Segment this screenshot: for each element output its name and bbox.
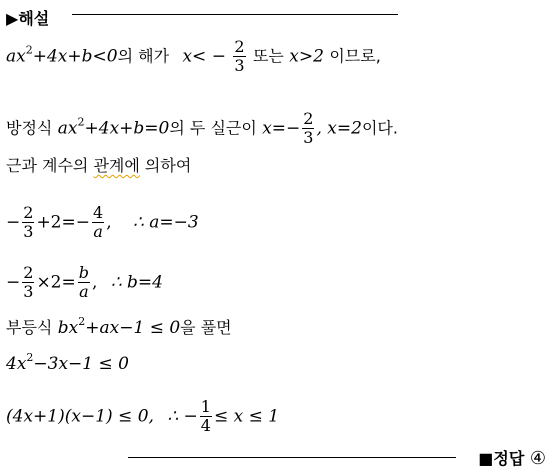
expr-term: − <box>6 212 21 233</box>
answer-number: ④ <box>529 448 546 469</box>
solution-line-4 <box>6 204 199 241</box>
spellcheck-underlined-word: 관계에 <box>93 156 140 175</box>
expr-term: − <box>6 272 21 293</box>
fraction: $\frac{2}{3}$ <box>23 203 34 241</box>
expr-term: , <box>106 212 112 233</box>
expr-term: x< − <box>182 46 226 67</box>
expr-term: +2=− <box>36 212 90 233</box>
korean-text: 의하여 <box>139 156 192 175</box>
expr-term: ∴ − <box>167 406 198 427</box>
section-header <box>6 6 49 29</box>
solution-line-2 <box>6 110 398 147</box>
korean-text: 방정식 <box>6 118 53 138</box>
korean-text: 의 두 실근이 <box>169 118 257 138</box>
expr-term: ax <box>6 46 26 67</box>
answer-marker: ■ <box>478 449 494 468</box>
solution-line-6 <box>6 316 232 337</box>
expr-term: bx <box>57 318 79 338</box>
result: ∴ b=4 <box>110 272 163 293</box>
solution-line-3 <box>6 158 191 174</box>
expr-term: +4x+b<0 <box>32 46 118 67</box>
solution-line-5 <box>6 264 163 301</box>
exponent: 2 <box>25 43 33 57</box>
korean-text: 또는 <box>252 46 284 66</box>
fraction: $\frac{1}{4}$ <box>200 397 211 435</box>
fraction: $\frac{b}{a}$ <box>78 263 89 301</box>
korean-text: 의 해가 <box>117 46 170 66</box>
expr-term: x=− <box>262 118 301 139</box>
header-title: 해설 <box>18 9 50 28</box>
answer-label <box>478 446 546 469</box>
korean-text: 근과 계수의 <box>6 156 94 175</box>
korean-text: 부등식 <box>6 318 53 337</box>
expr-term: (4x+1)(x−1) ≤ 0, <box>6 406 154 427</box>
header-rule <box>72 14 398 15</box>
exponent: 2 <box>26 351 34 364</box>
fraction: $\frac{4}{a}$ <box>93 203 104 241</box>
fraction: $\frac{2}{3}$ <box>23 263 34 301</box>
expr-term: −3x−1 ≤ 0 <box>33 354 129 374</box>
expr-term: x>2 <box>289 46 324 67</box>
fraction: $\frac{2}{3}$ <box>303 109 314 147</box>
expr-term: ≤ x ≤ 1 <box>213 406 280 427</box>
result: ∴ a=−3 <box>133 212 199 233</box>
solution-line-7 <box>6 352 129 373</box>
footer-rule <box>128 457 456 458</box>
expr-term: , x=2 <box>316 118 362 139</box>
solution-line-1 <box>6 38 381 75</box>
solution-line-8 <box>6 398 279 435</box>
answer-text: 정답 <box>493 449 525 468</box>
exponent: 2 <box>78 315 86 328</box>
expr-term: ×2= <box>36 272 76 293</box>
expr-term: +ax−1 ≤ 0 <box>85 318 181 338</box>
fraction: $\frac{2}{3}$ <box>234 37 245 75</box>
expr-term: +4x+b=0 <box>84 118 170 139</box>
header-marker: ▶ <box>6 9 19 28</box>
exponent: 2 <box>77 115 85 129</box>
korean-text: 을 풀면 <box>180 318 232 337</box>
korean-text: 이다. <box>361 118 398 138</box>
expr-term: ax <box>57 118 78 139</box>
korean-text: 이므로, <box>329 46 381 66</box>
expr-term: 4x <box>6 354 27 374</box>
expr-term: , <box>92 272 98 293</box>
